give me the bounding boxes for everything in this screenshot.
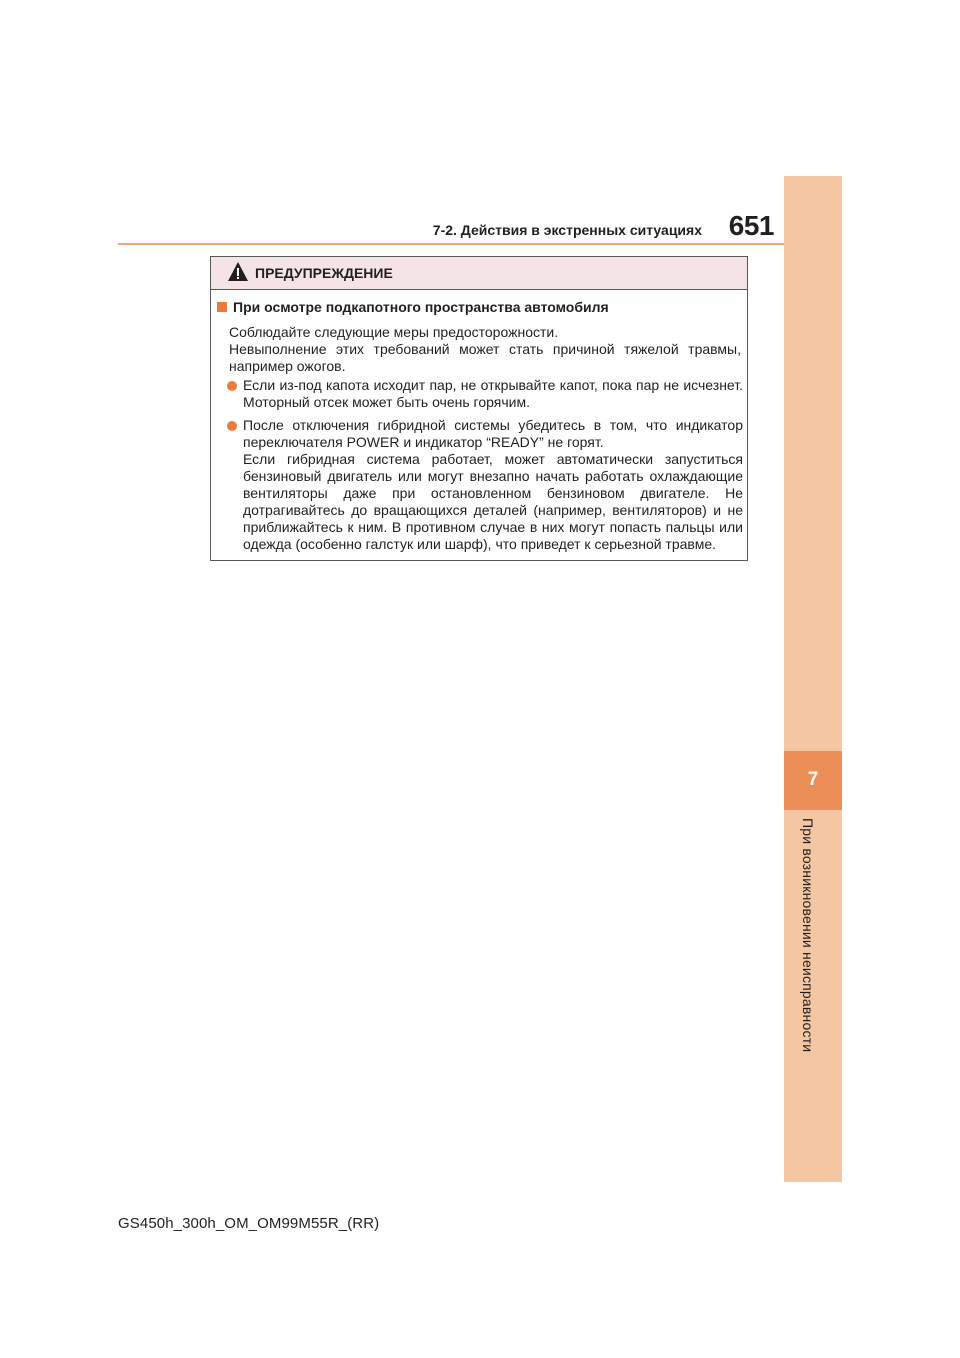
- section-title: 7-2. Действия в экстренных ситуациях: [432, 222, 702, 238]
- chapter-number: 7: [807, 769, 819, 790]
- warning-box: [210, 256, 748, 561]
- square-bullet-icon: [217, 302, 227, 312]
- warning-header: [211, 257, 747, 290]
- warning-section-heading: [217, 299, 609, 315]
- warning-intro-2: Невыполнение этих требований может стать причиной тяжелой травмы,: [229, 341, 741, 357]
- warning-title: ПРЕДУПРЕЖДЕНИЕ: [255, 265, 393, 281]
- warning-intro-3: например ожогов.: [229, 358, 346, 374]
- warning-intro: Соблюдайте следующие меры предосторожности.: [229, 324, 559, 340]
- warning-bullet-1: Если из-под капота исходит пар, не открывайте капот, пока пар не исчезнет. Моторный отсек может быть очень горячим.: [243, 377, 743, 410]
- document-id: GS450h_300h_OM_OM99M55R_(RR): [118, 1215, 380, 1232]
- round-bullet-icon: [227, 381, 237, 391]
- page-number: 651: [728, 210, 774, 241]
- warning-section-title: При осмотре подкапотного пространства автомобиля: [233, 299, 609, 315]
- chapter-label: При возникновении неисправности: [800, 818, 816, 1053]
- round-bullet-icon: [227, 421, 237, 431]
- warning-triangle-icon: [227, 261, 249, 283]
- header-rule: [118, 243, 784, 245]
- warning-bullet-2-detail: Если гибридная система работает, может автоматически запуститься бензиновый двигатель или могут внезапно начать работать охлаждающие вентиляторы даже при остановленном бензиновом двигателе. Не дотрагивайтесь до вращающихся деталей (например, вентиляторов) и не приближайтесь к ним. В противном случае в них могут попасть пальцы или одежда (особенно галстук или шарф), что приведет к серьезной травме.: [243, 451, 743, 552]
- warning-bullet-2: После отключения гибридной системы убедитесь в том, что индикатор переключателя POWER и индикатор “READY” не горят.: [243, 417, 743, 450]
- chapter-number-tab: [784, 751, 842, 810]
